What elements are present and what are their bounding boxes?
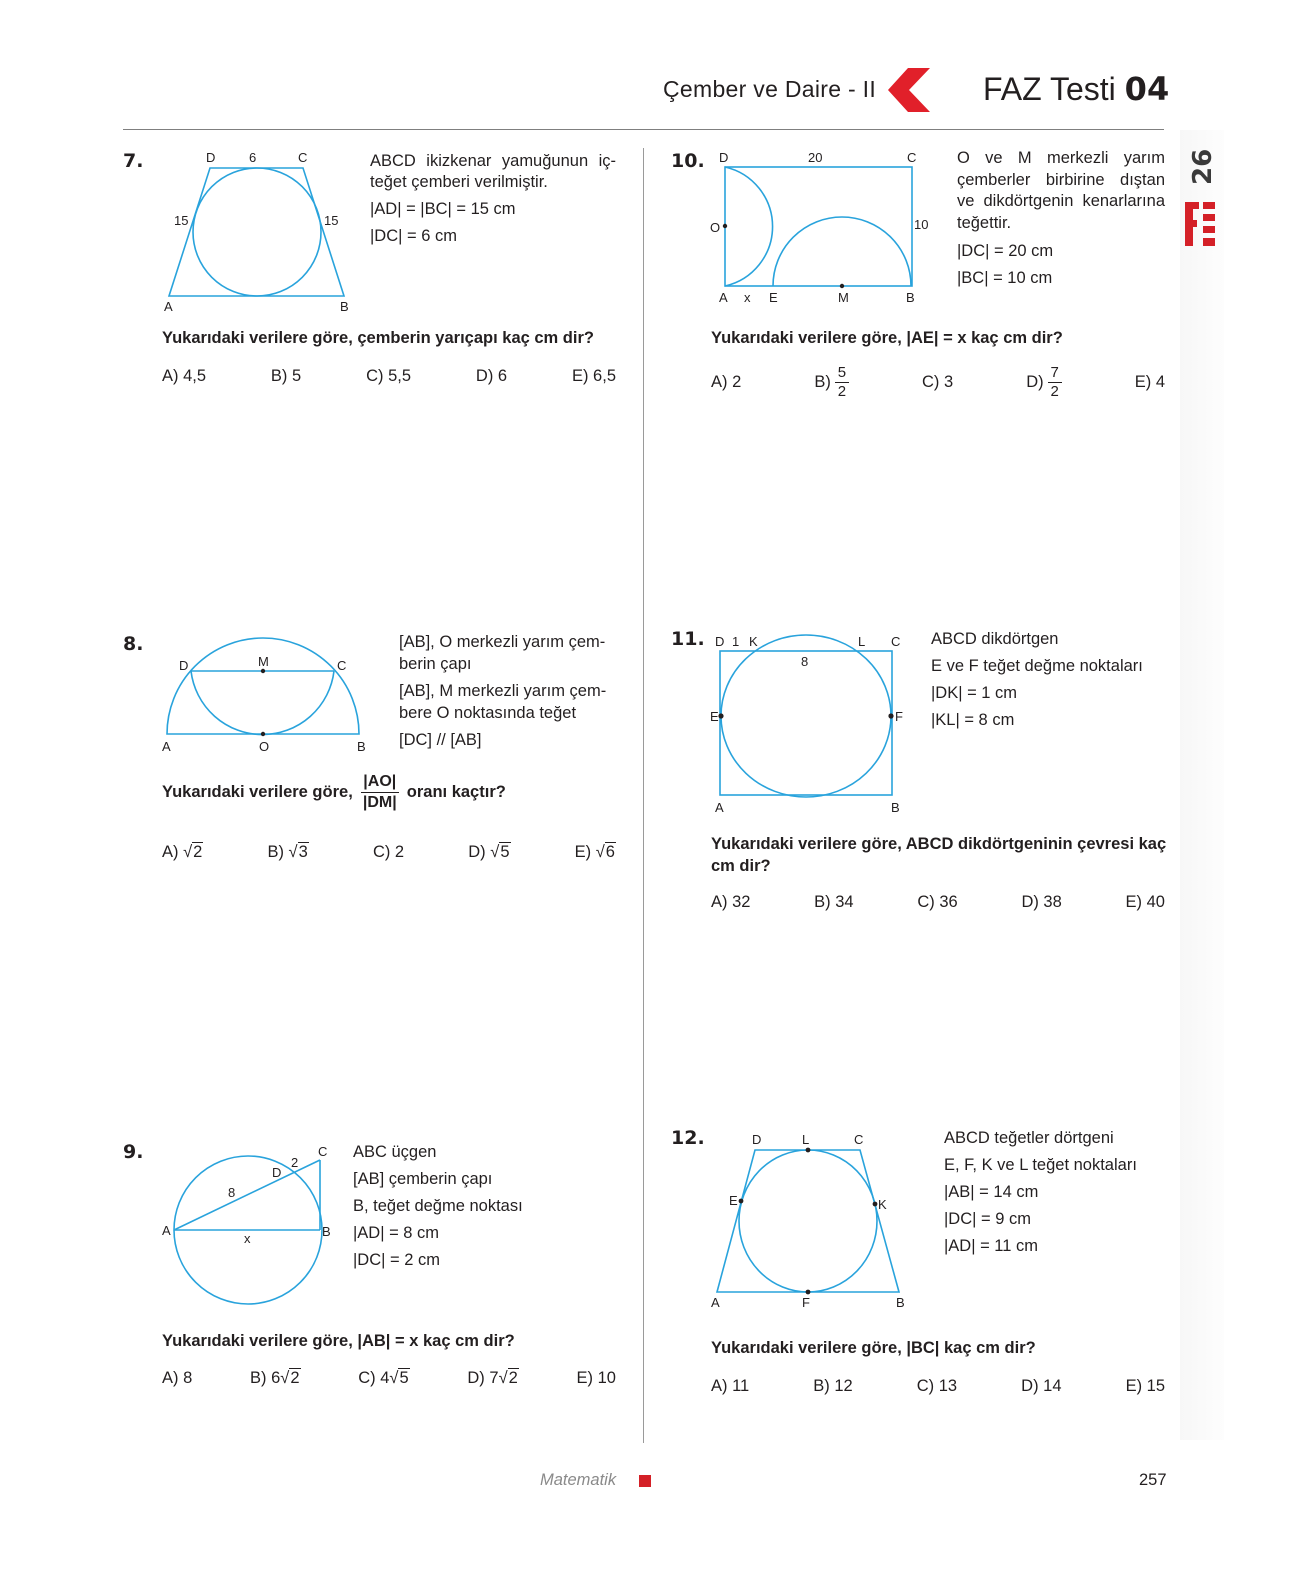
label-6: 6 bbox=[249, 150, 257, 165]
side-number: 26 bbox=[1188, 148, 1218, 185]
label-f: F bbox=[895, 709, 903, 724]
label-b: B bbox=[340, 299, 349, 314]
question-12-info bbox=[944, 1125, 1137, 1260]
question-9-number: 9. bbox=[123, 1141, 144, 1163]
option-d[interactable]: D) 7√2 bbox=[467, 1369, 518, 1387]
label-c: C bbox=[907, 150, 917, 165]
info-line: berin çapı bbox=[399, 655, 472, 673]
label-c: C bbox=[337, 658, 347, 673]
info-line: O ve M merkezli yarım bbox=[957, 149, 1165, 167]
info-line: |AD| = 8 cm bbox=[353, 1224, 440, 1242]
label-c: C bbox=[318, 1144, 328, 1159]
label-a: A bbox=[715, 800, 724, 815]
option-a[interactable]: A) 32 bbox=[711, 893, 751, 911]
question-10-options bbox=[711, 364, 1165, 401]
question-11-number: 11. bbox=[671, 628, 705, 650]
option-a[interactable]: A) 11 bbox=[711, 1377, 750, 1395]
question-9-text: Yukarıdaki verilere göre, |AB| = x kaç cm dir? bbox=[162, 1332, 515, 1350]
option-b[interactable]: B) √3 bbox=[267, 843, 308, 861]
label-a: A bbox=[162, 1223, 171, 1238]
chapter-title: Çember ve Daire - II bbox=[663, 76, 877, 102]
option-a[interactable]: A) 2 bbox=[711, 373, 742, 391]
question-7-number: 7. bbox=[123, 150, 144, 172]
label-c: C bbox=[854, 1132, 864, 1147]
label-x: x bbox=[244, 1231, 251, 1246]
option-b[interactable]: B) 34 bbox=[814, 893, 854, 911]
info-line: ABCD ikizkenar yamuğunun iç- bbox=[370, 152, 616, 170]
option-d[interactable]: D) 6 bbox=[475, 367, 508, 385]
option-d[interactable]: D) √5 bbox=[468, 843, 510, 861]
label-8: 8 bbox=[801, 654, 809, 669]
question-11-options bbox=[711, 893, 1165, 912]
question-12-number: 12. bbox=[671, 1127, 705, 1149]
label-f: F bbox=[802, 1295, 810, 1310]
option-e[interactable]: E) 40 bbox=[1125, 893, 1165, 911]
label-8: 8 bbox=[228, 1185, 236, 1200]
question-10-info-rest bbox=[957, 238, 1053, 292]
question-12-text: Yukarıdaki verilere göre, |BC| kaç cm dir? bbox=[711, 1339, 1036, 1357]
question-10-number: 10. bbox=[671, 150, 705, 172]
label-15-left: 15 bbox=[174, 213, 189, 228]
side-strip bbox=[1180, 130, 1224, 1440]
info-line: |DC| = 6 cm bbox=[370, 227, 457, 245]
info-line: E, F, K ve L teğet noktaları bbox=[944, 1156, 1137, 1174]
label-a: A bbox=[164, 299, 173, 314]
label-e: E bbox=[769, 290, 778, 305]
info-line: |AD| = |BC| = 15 cm bbox=[370, 200, 516, 218]
info-line: teğettir. bbox=[957, 213, 1012, 232]
info-line: |BC| = 10 cm bbox=[957, 269, 1053, 287]
info-line: teğet çemberi verilmiştir. bbox=[370, 173, 548, 191]
option-c[interactable]: C) 2 bbox=[372, 843, 405, 861]
header-rule bbox=[123, 129, 1164, 130]
footer-square-icon bbox=[639, 1475, 651, 1487]
question-8-number: 8. bbox=[123, 633, 144, 655]
info-line: [DC] // [AB] bbox=[399, 731, 482, 749]
chevron-left-icon bbox=[888, 68, 932, 112]
question-7-options bbox=[162, 367, 616, 386]
label-x: x bbox=[744, 290, 751, 305]
question-8-figure bbox=[155, 628, 380, 758]
question-9-figure bbox=[155, 1140, 345, 1315]
label-2: 2 bbox=[291, 1155, 299, 1170]
question-7-info-rest bbox=[370, 169, 548, 250]
label-b: B bbox=[357, 739, 366, 754]
column-divider bbox=[643, 148, 644, 1443]
label-c: C bbox=[891, 634, 901, 649]
info-line: çemberler birbirine dıştan bbox=[957, 170, 1165, 189]
label-e: E bbox=[729, 1193, 738, 1208]
option-a[interactable]: A) 8 bbox=[162, 1369, 193, 1387]
label-10: 10 bbox=[914, 217, 929, 232]
question-12-figure bbox=[700, 1128, 920, 1313]
label-m: M bbox=[258, 654, 269, 669]
info-line: bere O noktasında teğet bbox=[399, 704, 577, 722]
option-c[interactable]: C) 36 bbox=[917, 893, 958, 911]
option-d[interactable]: D) 14 bbox=[1021, 1377, 1062, 1395]
test-title bbox=[983, 70, 1169, 108]
label-b: B bbox=[891, 800, 900, 815]
info-line: ve dikdörtgenin kenarlarına bbox=[957, 192, 1165, 210]
fen-logo-icon bbox=[1183, 198, 1217, 250]
info-line: |AB| = 14 cm bbox=[944, 1183, 1039, 1201]
info-line: |DC| = 2 cm bbox=[353, 1251, 440, 1269]
question-suffix: oranı kaçtır? bbox=[406, 783, 506, 801]
option-e[interactable]: E) 4 bbox=[1134, 373, 1165, 391]
question-9-info bbox=[353, 1139, 523, 1274]
label-d: D bbox=[715, 634, 725, 649]
label-k: K bbox=[749, 634, 758, 649]
question-8-options bbox=[162, 843, 616, 862]
option-c[interactable]: C) 13 bbox=[916, 1377, 958, 1395]
option-c[interactable]: C) 3 bbox=[921, 373, 954, 391]
footer-subject: Matematik bbox=[540, 1471, 617, 1489]
label-m: M bbox=[838, 290, 849, 305]
label-k: K bbox=[878, 1197, 887, 1212]
question-9-options bbox=[162, 1369, 616, 1388]
label-o: O bbox=[710, 220, 721, 235]
label-e: E bbox=[710, 709, 719, 724]
info-line: ABCD teğetler dörtgeni bbox=[944, 1129, 1114, 1147]
question-7-figure bbox=[155, 145, 365, 320]
faz-label: FAZ Testi bbox=[983, 71, 1116, 107]
question-line: cm dir? bbox=[711, 856, 771, 875]
option-a[interactable]: A) √2 bbox=[162, 843, 203, 861]
label-o: O bbox=[259, 739, 270, 754]
label-b: B bbox=[322, 1224, 331, 1239]
question-10-info bbox=[957, 148, 1165, 234]
question-11-info bbox=[931, 626, 1143, 734]
option-e[interactable]: E) 15 bbox=[1125, 1377, 1165, 1395]
option-b[interactable]: B) $\frac{5}{2}$ bbox=[814, 364, 849, 401]
question-8-info bbox=[399, 631, 606, 751]
info-line: B, teğet değme noktası bbox=[353, 1197, 523, 1215]
info-line: [AB] çemberin çapı bbox=[353, 1170, 493, 1188]
label-b: B bbox=[906, 290, 915, 305]
label-15-right: 15 bbox=[324, 213, 339, 228]
label-d: D bbox=[719, 150, 729, 165]
option-e[interactable]: E) 6,5 bbox=[571, 367, 616, 385]
question-10-figure bbox=[700, 145, 940, 315]
option-d[interactable]: D) 38 bbox=[1021, 893, 1062, 911]
option-b[interactable]: B) 12 bbox=[813, 1377, 853, 1395]
option-c[interactable]: C) 5,5 bbox=[366, 367, 412, 385]
label-b: B bbox=[896, 1295, 905, 1310]
label-l: L bbox=[802, 1132, 810, 1147]
question-line: Yukarıdaki verilere göre, ABCD dikdörtgeninin çevresi kaç bbox=[711, 835, 1167, 853]
info-line: E ve F teğet değme noktaları bbox=[931, 657, 1143, 675]
label-1: 1 bbox=[732, 634, 740, 649]
label-a: A bbox=[719, 290, 728, 305]
option-a[interactable]: A) 4,5 bbox=[162, 367, 207, 385]
info-line: [AB], M merkezli yarım çem- bbox=[399, 682, 607, 700]
label-c: C bbox=[298, 150, 308, 165]
faz-number: 04 bbox=[1124, 70, 1170, 108]
option-e[interactable]: E) 10 bbox=[576, 1369, 616, 1387]
option-d[interactable]: D) $\frac{7}{2}$ bbox=[1026, 364, 1061, 401]
option-b[interactable]: B) 5 bbox=[270, 367, 302, 385]
label-a: A bbox=[711, 1295, 720, 1310]
question-12-options bbox=[711, 1377, 1165, 1396]
question-8-text bbox=[162, 772, 506, 813]
label-a: A bbox=[162, 739, 171, 754]
label-d: D bbox=[179, 658, 189, 673]
question-11-text bbox=[711, 834, 1166, 877]
ratio-fraction: $\frac{|AO|}{|DM|}$ bbox=[361, 772, 399, 813]
info-line: |DK| = 1 cm bbox=[931, 684, 1018, 702]
page-number: 257 bbox=[1139, 1471, 1167, 1489]
label-20: 20 bbox=[808, 150, 823, 165]
label-d: D bbox=[272, 1165, 282, 1180]
info-line: |DC| = 9 cm bbox=[944, 1210, 1031, 1228]
question-11-figure bbox=[700, 628, 915, 818]
info-line: ABCD dikdörtgen bbox=[931, 630, 1059, 648]
question-7-text: Yukarıdaki verilere göre, çemberin yarıçapı kaç cm dir? bbox=[162, 329, 594, 347]
info-line: |DC| = 20 cm bbox=[957, 242, 1054, 260]
label-l: L bbox=[858, 634, 866, 649]
option-b[interactable]: B) 6√2 bbox=[249, 1369, 300, 1387]
info-line: [AB], O merkezli yarım çem- bbox=[399, 633, 606, 651]
label-d: D bbox=[206, 150, 216, 165]
label-d: D bbox=[752, 1132, 762, 1147]
question-prefix: Yukarıdaki verilere göre, bbox=[162, 783, 353, 801]
option-e[interactable]: E) √6 bbox=[574, 843, 615, 861]
info-line: |AD| = 11 cm bbox=[944, 1237, 1039, 1255]
question-10-text: Yukarıdaki verilere göre, |AE| = x kaç cm dir? bbox=[711, 329, 1063, 347]
info-line: ABC üçgen bbox=[353, 1143, 437, 1161]
option-c[interactable]: C) 4√5 bbox=[358, 1369, 409, 1387]
info-line: |KL| = 8 cm bbox=[931, 711, 1015, 729]
